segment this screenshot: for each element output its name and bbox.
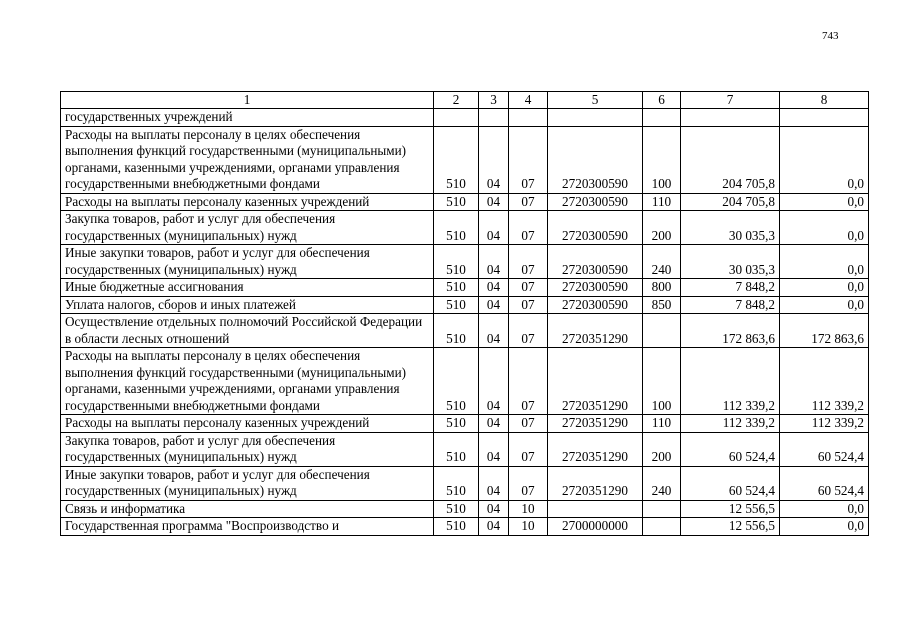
row-amount-cell: 60 524,4 [681, 466, 780, 500]
row-section-cell: 04 [479, 518, 509, 536]
row-name-cell: Расходы на выплаты персоналу казенных учреждений [61, 193, 434, 211]
row-expense-type-cell: 200 [643, 211, 681, 245]
row-section-cell: 04 [479, 296, 509, 314]
row-subsection-cell: 10 [509, 500, 548, 518]
row-expense-type-cell: 240 [643, 466, 681, 500]
row-target-article-cell: 2720300590 [548, 211, 643, 245]
row-target-article-cell: 2720300590 [548, 245, 643, 279]
row-expense-type-cell: 100 [643, 348, 681, 415]
row-subsection-cell [509, 109, 548, 127]
row-name-cell: Иные закупки товаров, работ и услуг для обеспечения государственных (муниципальных) нужд [61, 245, 434, 279]
row-subsection-cell: 07 [509, 211, 548, 245]
column-header: 5 [548, 92, 643, 109]
row-federal-amount-cell: 0,0 [780, 126, 869, 193]
row-section-cell: 04 [479, 211, 509, 245]
column-header: 3 [479, 92, 509, 109]
row-subsection-cell: 07 [509, 348, 548, 415]
row-expense-type-cell: 240 [643, 245, 681, 279]
row-code-admin-cell: 510 [434, 432, 479, 466]
row-target-article-cell: 2720300590 [548, 296, 643, 314]
row-expense-type-cell [643, 500, 681, 518]
row-target-article-cell: 2720351290 [548, 415, 643, 433]
row-target-article-cell: 2720351290 [548, 432, 643, 466]
row-code-admin-cell: 510 [434, 518, 479, 536]
row-code-admin-cell [434, 109, 479, 127]
column-header: 2 [434, 92, 479, 109]
row-subsection-cell: 10 [509, 518, 548, 536]
row-section-cell: 04 [479, 314, 509, 348]
row-name-cell: Иные закупки товаров, работ и услуг для обеспечения государственных (муниципальных) нужд [61, 466, 434, 500]
column-header: 7 [681, 92, 780, 109]
row-federal-amount-cell: 0,0 [780, 279, 869, 297]
page-number: 743 [822, 30, 839, 42]
row-federal-amount-cell: 0,0 [780, 296, 869, 314]
row-target-article-cell: 2720351290 [548, 314, 643, 348]
row-code-admin-cell: 510 [434, 193, 479, 211]
row-expense-type-cell [643, 314, 681, 348]
row-amount-cell [681, 109, 780, 127]
row-name-cell: государственных учреждений [61, 109, 434, 127]
table-row [61, 314, 869, 348]
row-expense-type-cell: 800 [643, 279, 681, 297]
row-expense-type-cell [643, 109, 681, 127]
row-amount-cell: 30 035,3 [681, 211, 780, 245]
row-name-cell: Закупка товаров, работ и услуг для обеспечения государственных (муниципальных) нужд [61, 211, 434, 245]
column-header: 4 [509, 92, 548, 109]
table-row [61, 415, 869, 433]
row-expense-type-cell: 850 [643, 296, 681, 314]
row-name-cell: Уплата налогов, сборов и иных платежей [61, 296, 434, 314]
row-section-cell: 04 [479, 432, 509, 466]
table-row [61, 126, 869, 193]
table-row [61, 245, 869, 279]
row-federal-amount-cell: 0,0 [780, 211, 869, 245]
row-expense-type-cell: 200 [643, 432, 681, 466]
column-header: 6 [643, 92, 681, 109]
table-body [61, 109, 869, 536]
table-row [61, 279, 869, 297]
row-section-cell: 04 [479, 193, 509, 211]
row-section-cell: 04 [479, 348, 509, 415]
row-name-cell: Государственная программа "Воспроизводство и [61, 518, 434, 536]
row-federal-amount-cell: 0,0 [780, 245, 869, 279]
row-expense-type-cell: 110 [643, 193, 681, 211]
row-federal-amount-cell: 0,0 [780, 193, 869, 211]
row-section-cell: 04 [479, 279, 509, 297]
row-section-cell: 04 [479, 126, 509, 193]
table-row [61, 296, 869, 314]
column-header: 1 [61, 92, 434, 109]
row-target-article-cell: 2700000000 [548, 518, 643, 536]
table-row [61, 211, 869, 245]
row-code-admin-cell: 510 [434, 314, 479, 348]
row-section-cell: 04 [479, 466, 509, 500]
row-name-cell: Закупка товаров, работ и услуг для обеспечения государственных (муниципальных) нужд [61, 432, 434, 466]
row-code-admin-cell: 510 [434, 466, 479, 500]
row-name-cell: Расходы на выплаты персоналу в целях обеспечения выполнения функций государственными (муниципальными) органами, казенными учреждениями, органами управления государственными внебюджетными фондами [61, 348, 434, 415]
row-federal-amount-cell [780, 109, 869, 127]
row-target-article-cell: 2720300590 [548, 126, 643, 193]
table-row [61, 500, 869, 518]
row-target-article-cell: 2720351290 [548, 466, 643, 500]
row-subsection-cell: 07 [509, 279, 548, 297]
budget-table [60, 91, 869, 536]
row-target-article-cell [548, 500, 643, 518]
row-federal-amount-cell: 60 524,4 [780, 466, 869, 500]
row-target-article-cell [548, 109, 643, 127]
row-name-cell: Связь и информатика [61, 500, 434, 518]
column-header: 8 [780, 92, 869, 109]
row-federal-amount-cell: 0,0 [780, 500, 869, 518]
row-amount-cell: 204 705,8 [681, 193, 780, 211]
row-name-cell: Иные бюджетные ассигнования [61, 279, 434, 297]
table-row [61, 109, 869, 127]
row-code-admin-cell: 510 [434, 415, 479, 433]
row-amount-cell: 60 524,4 [681, 432, 780, 466]
row-amount-cell: 12 556,5 [681, 500, 780, 518]
row-code-admin-cell: 510 [434, 348, 479, 415]
row-expense-type-cell: 100 [643, 126, 681, 193]
row-federal-amount-cell: 112 339,2 [780, 415, 869, 433]
row-amount-cell: 7 848,2 [681, 296, 780, 314]
row-expense-type-cell: 110 [643, 415, 681, 433]
row-subsection-cell: 07 [509, 126, 548, 193]
row-code-admin-cell: 510 [434, 126, 479, 193]
row-subsection-cell: 07 [509, 296, 548, 314]
row-federal-amount-cell: 112 339,2 [780, 348, 869, 415]
row-subsection-cell: 07 [509, 415, 548, 433]
row-amount-cell: 112 339,2 [681, 415, 780, 433]
row-expense-type-cell [643, 518, 681, 536]
row-section-cell [479, 109, 509, 127]
row-name-cell: Расходы на выплаты персоналу казенных учреждений [61, 415, 434, 433]
row-section-cell: 04 [479, 245, 509, 279]
row-subsection-cell: 07 [509, 245, 548, 279]
row-subsection-cell: 07 [509, 432, 548, 466]
row-section-cell: 04 [479, 415, 509, 433]
row-federal-amount-cell: 172 863,6 [780, 314, 869, 348]
row-subsection-cell: 07 [509, 314, 548, 348]
row-federal-amount-cell: 0,0 [780, 518, 869, 536]
table-header-row [61, 92, 869, 109]
row-amount-cell: 112 339,2 [681, 348, 780, 415]
row-target-article-cell: 2720351290 [548, 348, 643, 415]
row-code-admin-cell: 510 [434, 211, 479, 245]
table-row [61, 466, 869, 500]
row-amount-cell: 12 556,5 [681, 518, 780, 536]
row-target-article-cell: 2720300590 [548, 279, 643, 297]
row-name-cell: Расходы на выплаты персоналу в целях обеспечения выполнения функций государственными (муниципальными) органами, казенными учреждениями, органами управления государственными внебюджетными фондами [61, 126, 434, 193]
row-amount-cell: 172 863,6 [681, 314, 780, 348]
row-subsection-cell: 07 [509, 193, 548, 211]
row-federal-amount-cell: 60 524,4 [780, 432, 869, 466]
row-name-cell: Осуществление отдельных полномочий Российской Федерации в области лесных отношений [61, 314, 434, 348]
row-section-cell: 04 [479, 500, 509, 518]
row-code-admin-cell: 510 [434, 245, 479, 279]
table-row [61, 348, 869, 415]
row-target-article-cell: 2720300590 [548, 193, 643, 211]
row-amount-cell: 30 035,3 [681, 245, 780, 279]
table-row [61, 193, 869, 211]
row-amount-cell: 204 705,8 [681, 126, 780, 193]
row-subsection-cell: 07 [509, 466, 548, 500]
row-code-admin-cell: 510 [434, 279, 479, 297]
row-code-admin-cell: 510 [434, 296, 479, 314]
row-code-admin-cell: 510 [434, 500, 479, 518]
table-row [61, 518, 869, 536]
row-amount-cell: 7 848,2 [681, 279, 780, 297]
table-row [61, 432, 869, 466]
